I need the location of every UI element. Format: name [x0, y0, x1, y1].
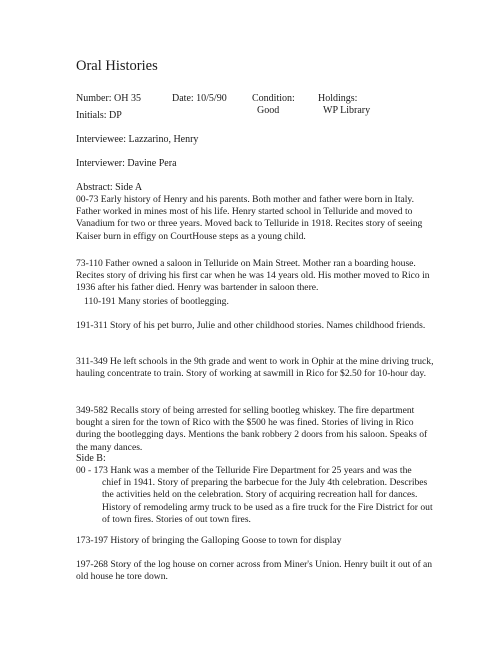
record-number: Number: OH 35 [76, 93, 141, 104]
side-b-entry-rest: chief in 1941. Story of preparing the barbecue for the July 4th celebration. Describes the activities held on the celebration. Story of acquiring recreation hall for dances. History of remodeling army truck to be used as a fire truck for the Fire District for out of town fires. Stories of out town fires. [102, 477, 433, 525]
side-b-entry-lead: 00 - 173 Hank was a member of the Telluride Fire Department for 25 years and was the [76, 465, 412, 476]
side-b-entry: 197-268 Story of the log house on corner across from Miner's Union. Henry built it out of an old house he tore down. [76, 559, 433, 583]
side-a-entry: 191-311 Story of his pet burro, Julie and other childhood stories. Names childhood friends. [76, 320, 426, 331]
page-title: Oral Histories [76, 58, 158, 74]
condition-label: Condition: [252, 93, 295, 104]
interviewer: Interviewer: Davine Pera [76, 158, 177, 169]
initials: Initials: DP [76, 110, 122, 121]
holdings-value: WP Library [323, 105, 371, 116]
side-a-entry: 110-191 Many stories of bootlegging. [84, 296, 229, 307]
side-a-entry: 311-349 He left schools in the 9th grade and went to work in Ophir at the mine driving truck, hauling concentrate to train. Story of working at sawmill in Rico for $2.50 for 10-hour day. [76, 356, 434, 380]
side-b-entry [76, 465, 436, 526]
side-b-heading: Side B: [76, 453, 106, 464]
side-b-entry: 173-197 History of bringing the Galloping Goose to town for display [76, 535, 342, 546]
side-a-entry: 349-582 Recalls story of being arrested for selling bootleg whiskey. The fire department bought a siren for the town of Rico with the $500 he was fined. Stories of living in Rico during the bootlegging days. Mentions the bank robbery 2 doors from his saloon. Speaks of the many dances. [76, 405, 428, 453]
condition-value: Good [257, 105, 280, 116]
record-date: Date: 10/5/90 [172, 93, 227, 104]
interviewee: Interviewee: Lazzarino, Henry [76, 134, 199, 145]
abstract-heading: Abstract: Side A [76, 182, 143, 193]
side-a-entry: 00-73 Early history of Henry and his parents. Both mother and father were born in Italy. Father worked in mines most of his life. Henry started school in Telluride and moved to Vanadium for two or three years. Moved back to Telluride in 1918. Recites story of seeing Kaiser burn in effigy on CourtHouse steps as a young child. [76, 194, 423, 242]
side-a-entry: 73-110 Father owned a saloon in Telluride on Main Street. Mother ran a boarding house. Recites story of driving his first car when he was 14 years old. His mother moved to Rico in 1936 after his father died. Henry was bartender in saloon there. [76, 258, 430, 294]
holdings-label: Holdings: [318, 93, 358, 104]
